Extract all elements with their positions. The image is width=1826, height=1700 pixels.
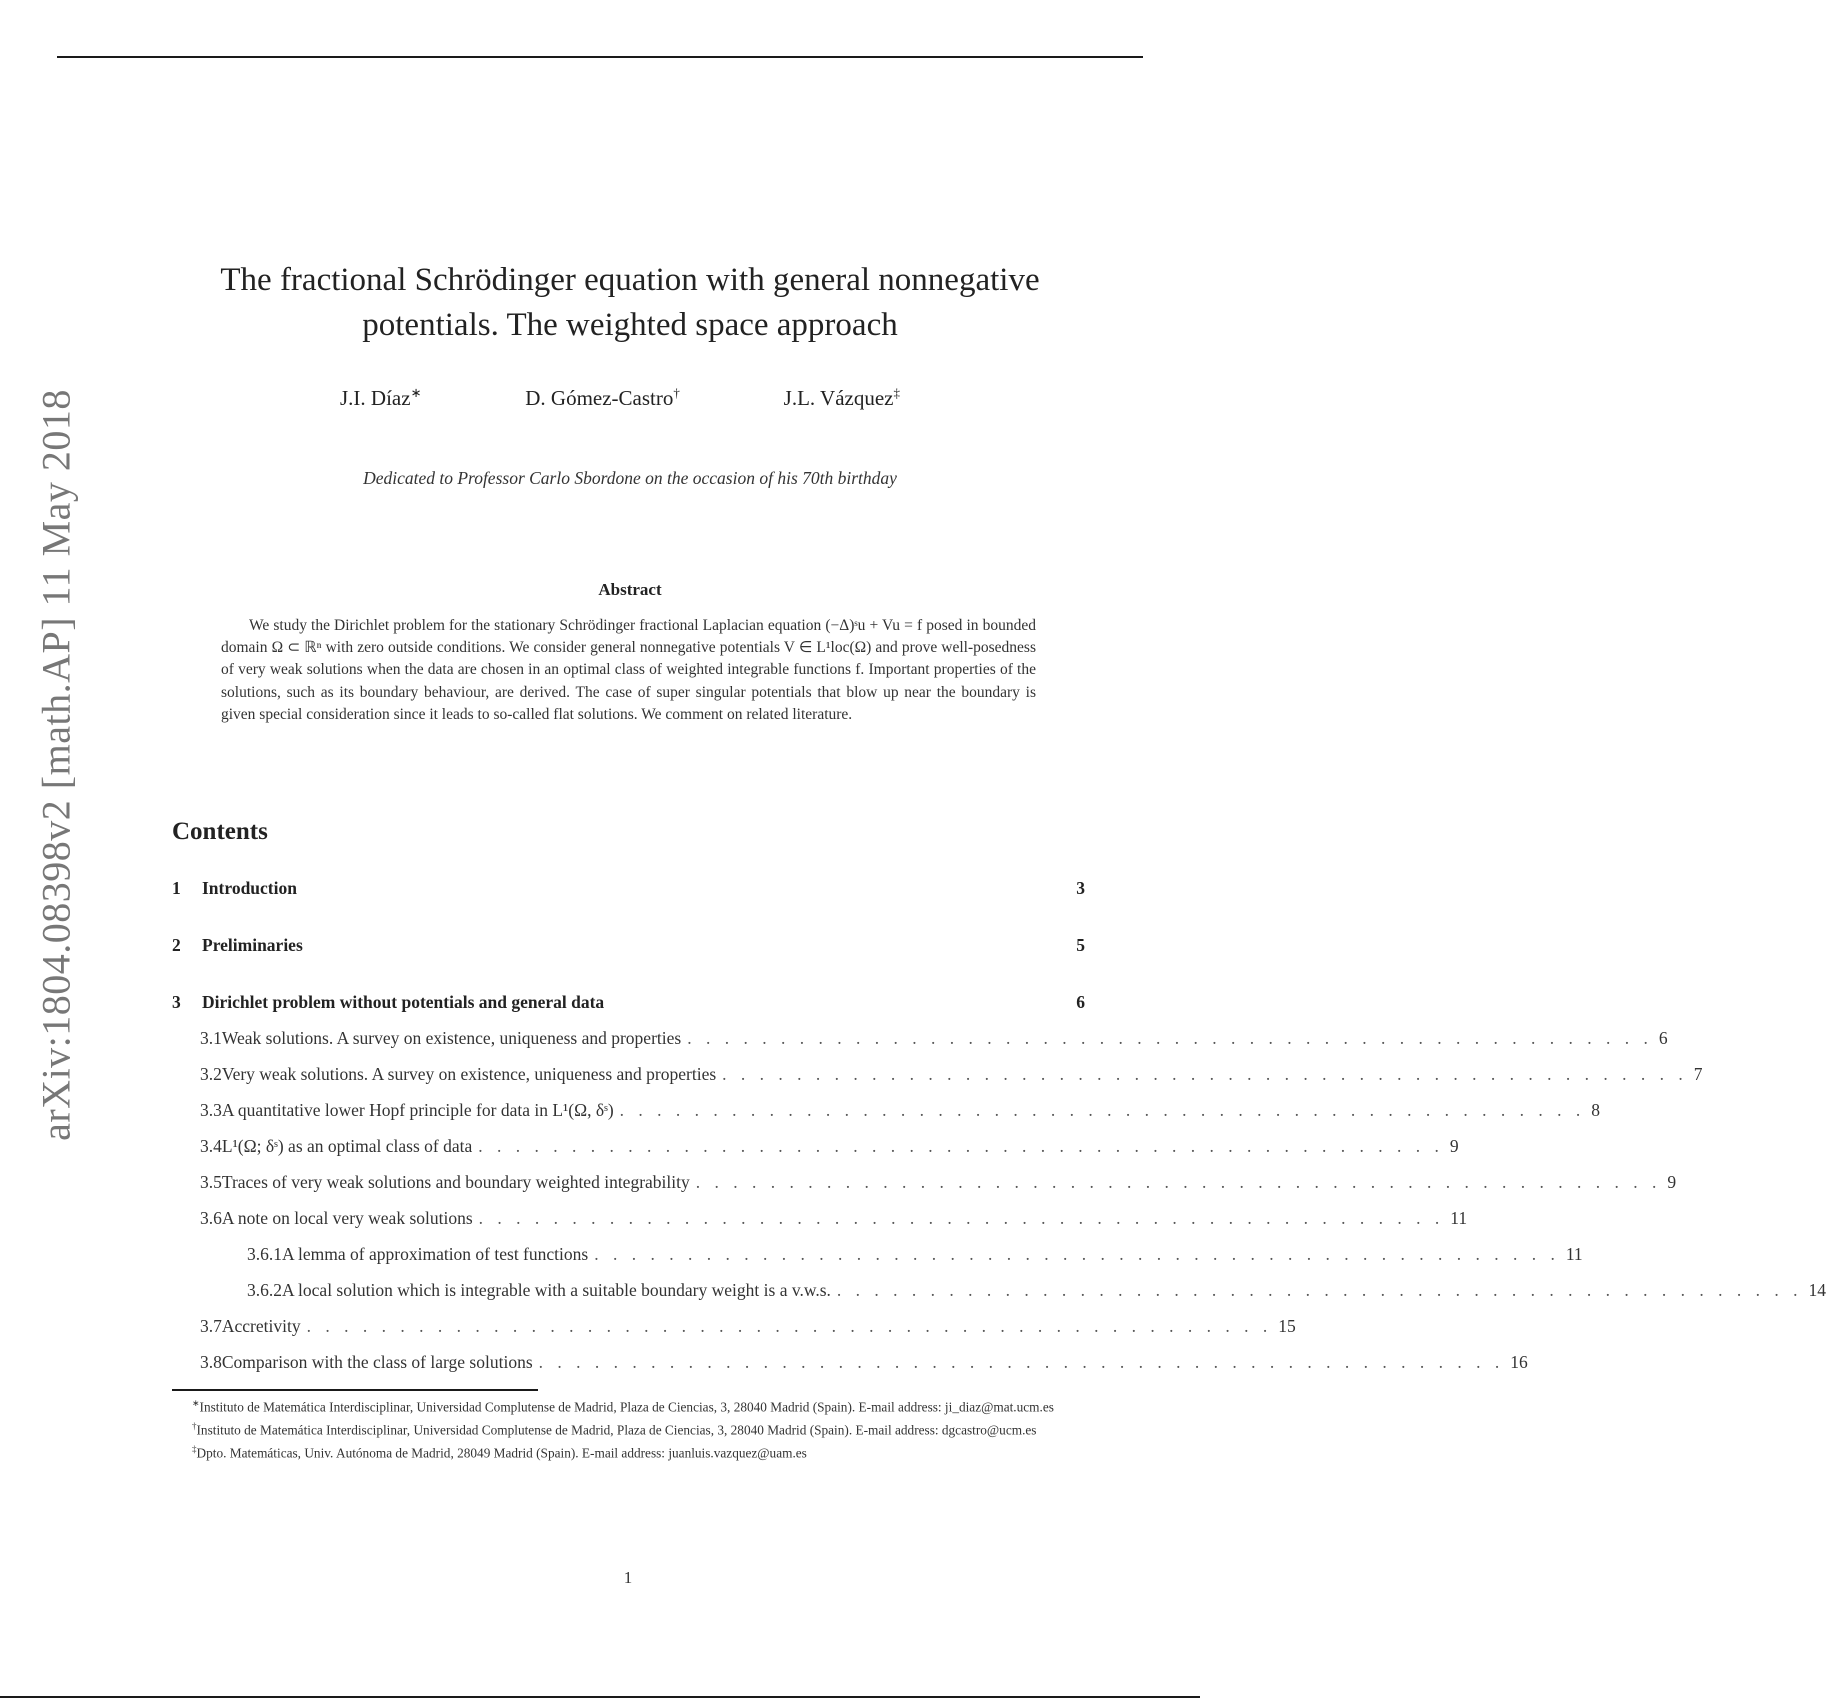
toc-page: 6: [1076, 992, 1085, 1012]
toc-entry[interactable]: [172, 1316, 1296, 1342]
toc-entry[interactable]: [172, 1352, 1528, 1378]
footnotes: [172, 1394, 1085, 1463]
toc-number: 3.6.2: [247, 1280, 282, 1300]
toc-title: A quantitative lower Hopf principle for data in L¹(Ω, δˢ): [221, 1100, 614, 1120]
title-line-1: The fractional Schrödinger equation with general nonnegative: [220, 262, 1040, 298]
toc-title: Introduction: [202, 878, 297, 898]
toc-page: 8: [1591, 1100, 1601, 1120]
toc-number: 3.7: [200, 1316, 222, 1336]
author: [340, 385, 421, 411]
toc-leader: . . . . . . . . . . . . . . . . . . . . . . . . . . . . . . . . . . . . . . . . . . . . . . . . . . . .: [687, 1028, 1653, 1048]
title-line-2: potentials. The weighted space approach: [362, 307, 898, 343]
toc-page: 3: [1076, 878, 1085, 898]
toc-title: L¹(Ω; δˢ) as an optimal class of data: [221, 1136, 473, 1156]
toc-page: 5: [1076, 935, 1085, 955]
footnote: [172, 1440, 1085, 1463]
author-name: D. Gómez-Castro: [525, 386, 674, 410]
toc-title: A lemma of approximation of test functions: [282, 1244, 589, 1264]
toc-number: 3.3: [200, 1100, 222, 1120]
toc-entry[interactable]: [172, 1172, 1677, 1198]
toc-entry[interactable]: [172, 1280, 1826, 1306]
toc-entry[interactable]: [172, 1244, 1583, 1270]
toc-title: Dirichlet problem without potentials and general data: [202, 992, 605, 1012]
contents-heading: Contents: [172, 818, 268, 845]
abstract-text: We study the Dirichlet problem for the stationary Schrödinger fractional Laplacian equation (−Δ)ˢu + Vu = f posed in bounded domain Ω ⊂ ℝⁿ with zero outside conditions. We consider general nonnegative potentials V ∈ L¹loc(Ω) and prove well-posedness of very weak solutions when the data are chosen in an optimal class of weighted integrable functions f. Important properties of the solutions, such as its boundary behaviour, are derived. The case of super singular potentials that blow up near the boundary is given special consideration since it leads to so-called flat solutions. We comment on related literature.: [221, 617, 1036, 723]
toc-entry[interactable]: [172, 992, 1085, 1018]
author-mark: ∗: [410, 385, 422, 400]
toc-title: Weak solutions. A survey on existence, uniqueness and properties: [221, 1028, 682, 1048]
abstract-title: Abstract: [598, 580, 662, 599]
author-name: J.I. Díaz: [340, 386, 411, 410]
toc-entry[interactable]: [172, 1064, 1703, 1090]
author-name: J.L. Vázquez: [783, 386, 894, 410]
author-mark: ‡: [893, 385, 900, 400]
author: [525, 385, 680, 411]
footnote-mark: ‡: [192, 1444, 197, 1455]
toc-leader: . . . . . . . . . . . . . . . . . . . . . . . . . . . . . . . . . . . . . . . . . . . . . . . . . . . .: [478, 1208, 1445, 1228]
dedication: Dedicated to Professor Carlo Sbordone on the occasion of his 70th birthday: [363, 468, 897, 488]
page-number: 1: [623, 1568, 633, 1587]
toc-page: 11: [1565, 1244, 1583, 1264]
toc-entry[interactable]: [172, 935, 1085, 961]
toc-number: 1: [172, 878, 181, 898]
bottom-rule: [0, 1696, 1200, 1698]
top-rule: [57, 56, 1143, 58]
toc-title: Traces of very weak solutions and boundary weighted integrability: [221, 1172, 690, 1192]
author-mark: †: [673, 385, 680, 400]
toc-leader: . . . . . . . . . . . . . . . . . . . . . . . . . . . . . . . . . . . . . . . . . . . . . . . . . . . .: [619, 1100, 1586, 1120]
footnote-text: Instituto de Matemática Interdisciplinar, Universidad Complutense de Madrid, Plaza de Ciencias, 3, 28040 Madrid (Spain). E-mail address: dgcastro@ucm.es: [196, 1422, 1037, 1438]
paper-title: [150, 258, 1110, 348]
toc-title: Comparison with the class of large solutions: [221, 1352, 533, 1372]
toc-page: 11: [1450, 1208, 1468, 1228]
arxiv-stamp-text: arXiv:1804.08398v2 [math.AP] 11 May 2018: [33, 389, 79, 1141]
toc-page: 16: [1510, 1352, 1528, 1372]
toc-number: 3.1: [200, 1028, 222, 1048]
toc-page: 9: [1667, 1172, 1677, 1192]
footnote: [172, 1417, 1085, 1440]
toc-number: 3.6.1: [247, 1244, 282, 1264]
toc-title: Preliminaries: [202, 935, 303, 955]
toc-page: 6: [1658, 1028, 1668, 1048]
toc-entry[interactable]: [172, 1100, 1601, 1126]
footnote-mark: †: [192, 1421, 197, 1432]
toc-number: 3.8: [200, 1352, 222, 1372]
toc-entry[interactable]: [172, 878, 1085, 904]
toc-entry[interactable]: [172, 1028, 1668, 1054]
toc-title: A local solution which is integrable with a suitable boundary weight is a v.w.s.: [282, 1280, 831, 1300]
footnote-mark: ∗: [192, 1398, 200, 1408]
toc-title: Very weak solutions. A survey on existence, uniqueness and properties: [221, 1064, 717, 1084]
toc-leader: . . . . . . . . . . . . . . . . . . . . . . . . . . . . . . . . . . . . . . . . . . . . . . . . . . . .: [695, 1172, 1662, 1192]
footnote-text: Instituto de Matemática Interdisciplinar, Universidad Complutense de Madrid, Plaza de Ciencias, 3, 28040 Madrid (Spain). E-mail address: ji_diaz@mat.ucm.es: [199, 1399, 1054, 1415]
toc-number: 3.2: [200, 1064, 222, 1084]
toc-number: 3: [172, 992, 181, 1012]
toc-title: A note on local very weak solutions: [221, 1208, 473, 1228]
footnote-rule: [172, 1389, 538, 1391]
toc-number: 3.5: [200, 1172, 222, 1192]
toc-page: 9: [1449, 1136, 1459, 1156]
footnote-text: Dpto. Matemáticas, Univ. Autónoma de Madrid, 28049 Madrid (Spain). E-mail address: juanluis.vazquez@uam.es: [196, 1445, 807, 1461]
toc-page: 7: [1693, 1064, 1703, 1084]
toc-leader: . . . . . . . . . . . . . . . . . . . . . . . . . . . . . . . . . . . . . . . . . . . . . . . . . . . .: [594, 1244, 1560, 1264]
toc-title: Accretivity: [221, 1316, 301, 1336]
toc-entry[interactable]: [172, 1136, 1459, 1162]
toc-leader: . . . . . . . . . . . . . . . . . . . . . . . . . . . . . . . . . . . . . . . . . . . . . . . . . . . .: [722, 1064, 1688, 1084]
toc-page: 15: [1278, 1316, 1296, 1336]
author-list: [340, 385, 900, 411]
toc-leader: . . . . . . . . . . . . . . . . . . . . . . . . . . . . . . . . . . . . . . . . . . . . . . . . . . . .: [478, 1136, 1444, 1156]
toc-leader: . . . . . . . . . . . . . . . . . . . . . . . . . . . . . . . . . . . . . . . . . . . . . . . . . . . .: [538, 1352, 1505, 1372]
toc-number: 2: [172, 935, 181, 955]
author: [784, 385, 900, 411]
toc-number: 3.6: [200, 1208, 222, 1228]
toc-leader: . . . . . . . . . . . . . . . . . . . . . . . . . . . . . . . . . . . . . . . . . . . . . . . . . . . .: [306, 1316, 1273, 1336]
toc-leader: . . . . . . . . . . . . . . . . . . . . . . . . . . . . . . . . . . . . . . . . . . . . . . . . . . . .: [836, 1280, 1803, 1300]
footnote: [172, 1394, 1085, 1417]
toc-entry[interactable]: [172, 1208, 1468, 1234]
toc-page: 14: [1808, 1280, 1826, 1300]
toc-number: 3.4: [200, 1136, 222, 1156]
